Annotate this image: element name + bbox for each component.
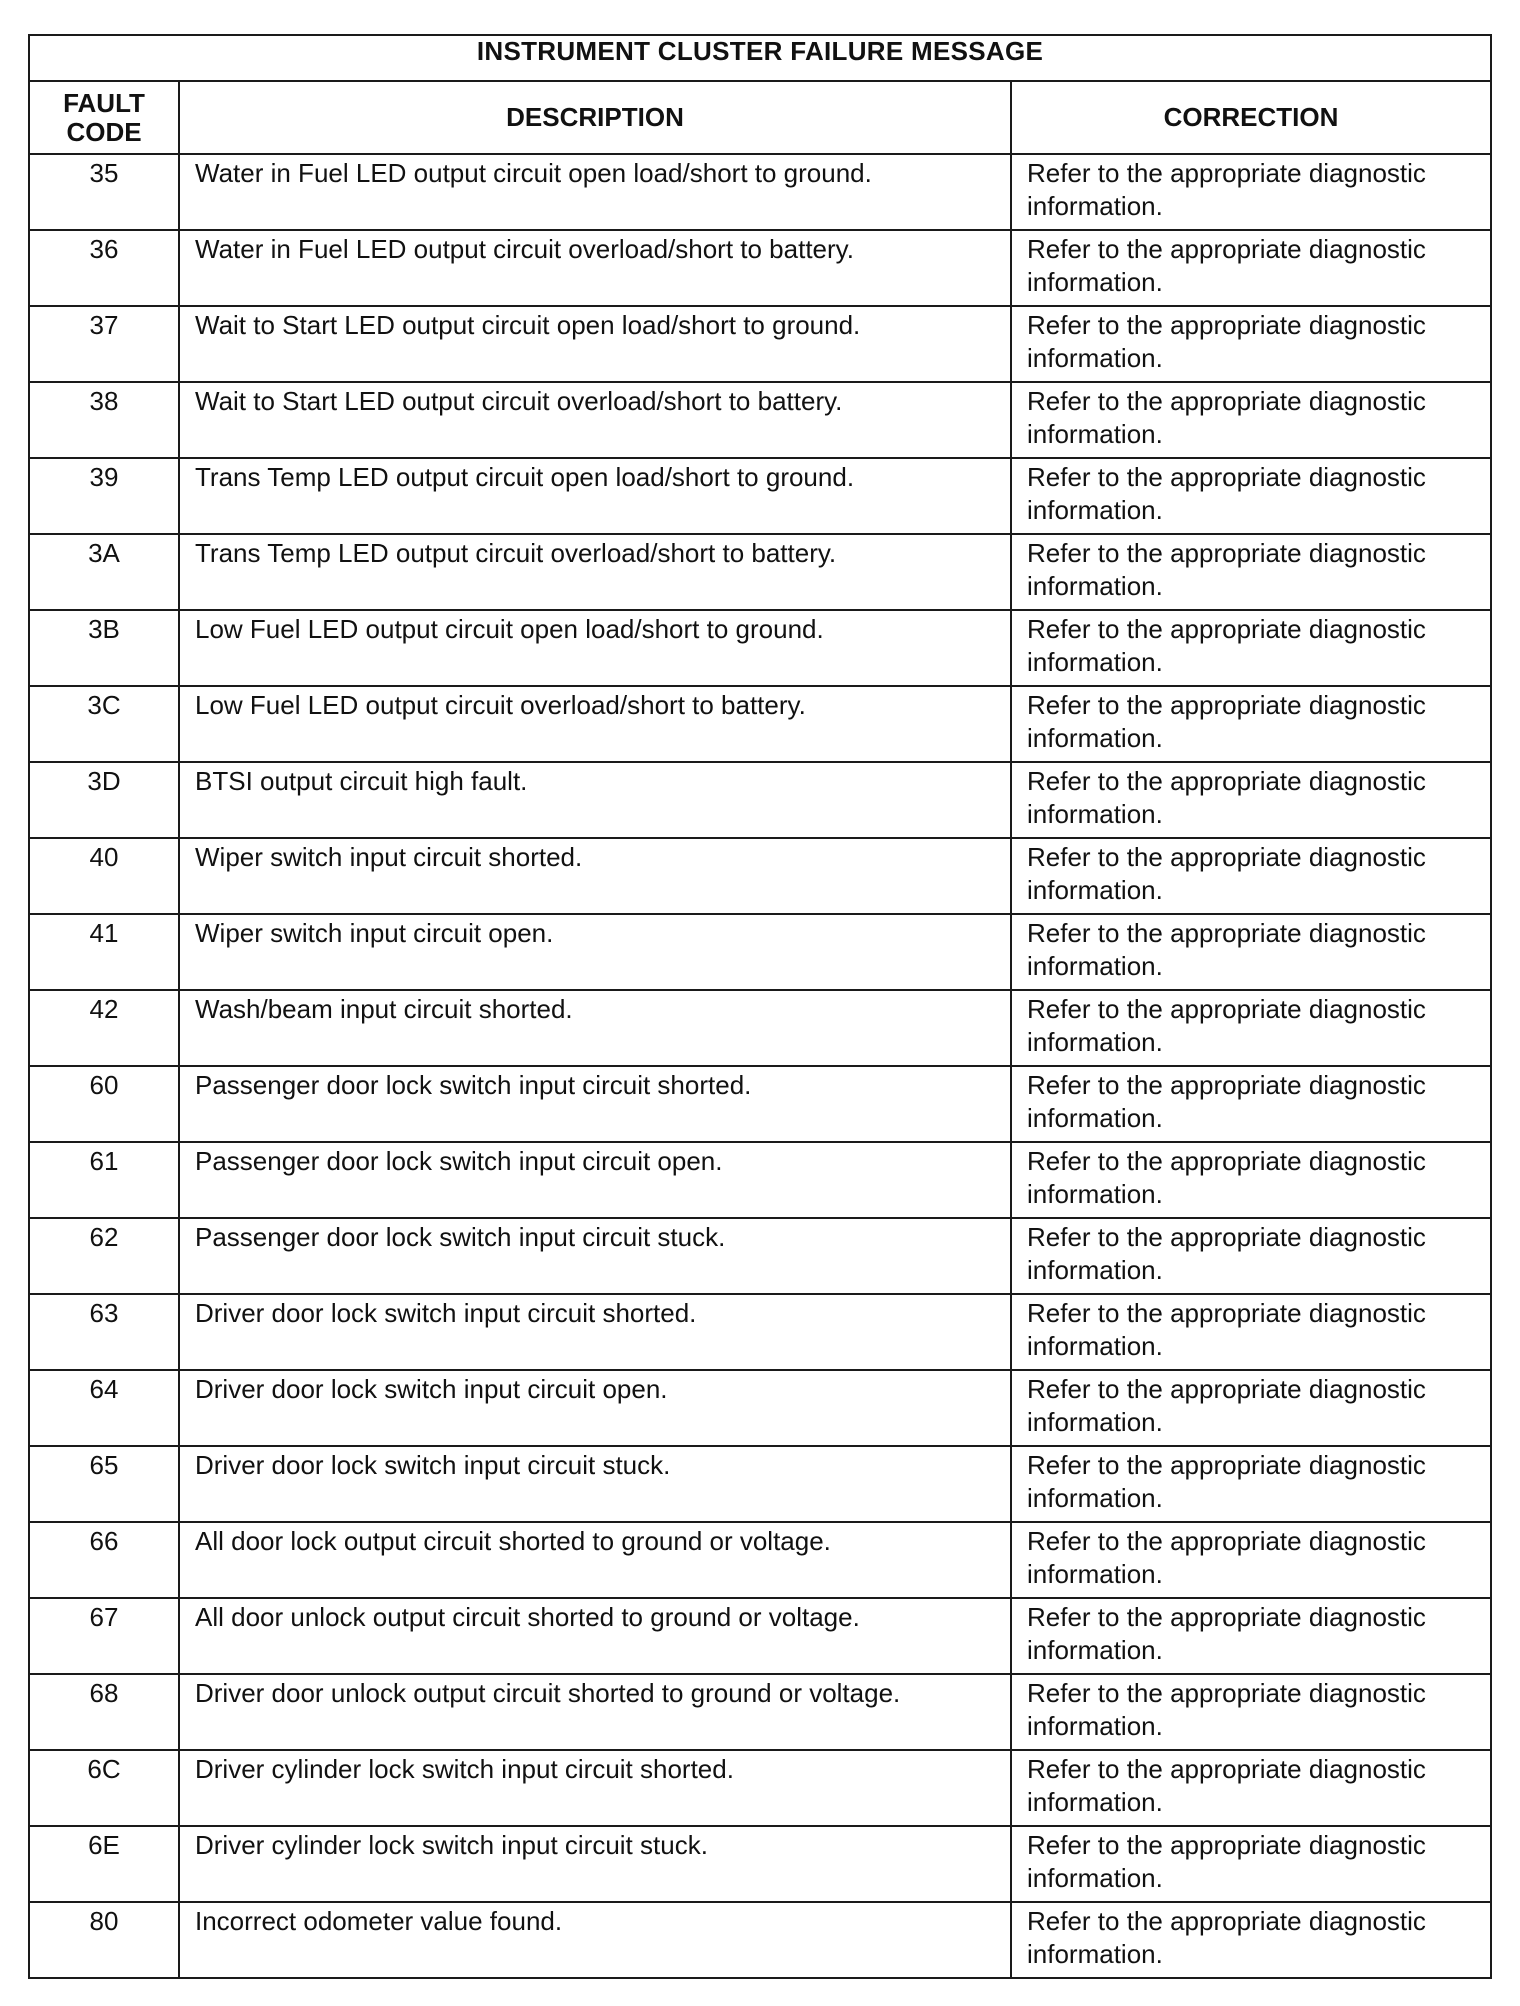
fault-code-cell: 38	[29, 382, 179, 458]
description-cell: Wait to Start LED output circuit open load/short to ground.	[179, 306, 1011, 382]
correction-line-1: Refer to the appropriate diagnostic	[1027, 614, 1426, 644]
correction-line-2: information.	[1027, 799, 1163, 829]
description-cell: Driver cylinder lock switch input circuit shorted.	[179, 1750, 1011, 1826]
description-cell: All door unlock output circuit shorted to ground or voltage.	[179, 1598, 1011, 1674]
correction-line-1: Refer to the appropriate diagnostic	[1027, 1678, 1426, 1708]
table-body	[29, 154, 1491, 1978]
description-cell: Driver door unlock output circuit shorted to ground or voltage.	[179, 1674, 1011, 1750]
fault-code-cell: 80	[29, 1902, 179, 1978]
correction-line-1: Refer to the appropriate diagnostic	[1027, 994, 1426, 1024]
table-row	[29, 154, 1491, 230]
header-fault-code-line1: FAULT	[63, 87, 145, 118]
table-row	[29, 1294, 1491, 1370]
correction-line-2: information.	[1027, 419, 1163, 449]
correction-line-1: Refer to the appropriate diagnostic	[1027, 1298, 1426, 1328]
description-cell: Wiper switch input circuit open.	[179, 914, 1011, 990]
table-row	[29, 1218, 1491, 1294]
correction-cell	[1011, 306, 1491, 382]
table-row	[29, 1522, 1491, 1598]
correction-line-2: information.	[1027, 1331, 1163, 1361]
description-cell: Driver cylinder lock switch input circuit stuck.	[179, 1826, 1011, 1902]
correction-line-1: Refer to the appropriate diagnostic	[1027, 918, 1426, 948]
table-row	[29, 230, 1491, 306]
fault-code-cell: 66	[29, 1522, 179, 1598]
correction-line-2: information.	[1027, 1407, 1163, 1437]
correction-line-2: information.	[1027, 1863, 1163, 1893]
correction-line-1: Refer to the appropriate diagnostic	[1027, 310, 1426, 340]
correction-cell	[1011, 914, 1491, 990]
correction-line-1: Refer to the appropriate diagnostic	[1027, 1526, 1426, 1556]
correction-cell	[1011, 154, 1491, 230]
correction-line-2: information.	[1027, 1103, 1163, 1133]
description-cell: Water in Fuel LED output circuit open load/short to ground.	[179, 154, 1011, 230]
description-cell: Wiper switch input circuit shorted.	[179, 838, 1011, 914]
correction-cell	[1011, 990, 1491, 1066]
fault-code-cell: 39	[29, 458, 179, 534]
fault-code-cell: 67	[29, 1598, 179, 1674]
correction-line-2: information.	[1027, 1939, 1163, 1969]
table-row	[29, 1826, 1491, 1902]
correction-cell	[1011, 1522, 1491, 1598]
correction-cell	[1011, 1066, 1491, 1142]
correction-line-2: information.	[1027, 1635, 1163, 1665]
correction-line-1: Refer to the appropriate diagnostic	[1027, 158, 1426, 188]
fault-code-cell: 3A	[29, 534, 179, 610]
correction-line-2: information.	[1027, 1559, 1163, 1589]
description-cell: Passenger door lock switch input circuit stuck.	[179, 1218, 1011, 1294]
description-cell: Passenger door lock switch input circuit open.	[179, 1142, 1011, 1218]
table-row	[29, 1598, 1491, 1674]
table-row	[29, 1750, 1491, 1826]
table-row	[29, 838, 1491, 914]
correction-line-2: information.	[1027, 1483, 1163, 1513]
description-cell: Low Fuel LED output circuit overload/short to battery.	[179, 686, 1011, 762]
fault-code-cell: 64	[29, 1370, 179, 1446]
correction-line-1: Refer to the appropriate diagnostic	[1027, 1906, 1426, 1936]
correction-line-1: Refer to the appropriate diagnostic	[1027, 462, 1426, 492]
description-cell: Driver door lock switch input circuit stuck.	[179, 1446, 1011, 1522]
header-description: DESCRIPTION	[179, 81, 1011, 154]
fault-code-cell: 36	[29, 230, 179, 306]
description-cell: Passenger door lock switch input circuit shorted.	[179, 1066, 1011, 1142]
correction-cell	[1011, 762, 1491, 838]
description-cell: Wait to Start LED output circuit overload/short to battery.	[179, 382, 1011, 458]
correction-cell	[1011, 534, 1491, 610]
fault-code-cell: 41	[29, 914, 179, 990]
correction-line-2: information.	[1027, 1027, 1163, 1057]
description-cell: Wash/beam input circuit shorted.	[179, 990, 1011, 1066]
correction-cell	[1011, 1370, 1491, 1446]
correction-line-1: Refer to the appropriate diagnostic	[1027, 1146, 1426, 1176]
correction-cell	[1011, 1902, 1491, 1978]
correction-line-1: Refer to the appropriate diagnostic	[1027, 1830, 1426, 1860]
correction-cell	[1011, 1826, 1491, 1902]
correction-cell	[1011, 1142, 1491, 1218]
fault-code-cell: 3C	[29, 686, 179, 762]
correction-line-1: Refer to the appropriate diagnostic	[1027, 1070, 1426, 1100]
table-row	[29, 1370, 1491, 1446]
correction-line-1: Refer to the appropriate diagnostic	[1027, 1754, 1426, 1784]
description-cell: Low Fuel LED output circuit open load/short to ground.	[179, 610, 1011, 686]
table-row	[29, 1674, 1491, 1750]
correction-line-1: Refer to the appropriate diagnostic	[1027, 1602, 1426, 1632]
correction-cell	[1011, 1750, 1491, 1826]
correction-line-2: information.	[1027, 1179, 1163, 1209]
description-cell: Incorrect odometer value found.	[179, 1902, 1011, 1978]
correction-line-1: Refer to the appropriate diagnostic	[1027, 386, 1426, 416]
fault-code-cell: 42	[29, 990, 179, 1066]
table-row	[29, 914, 1491, 990]
correction-line-2: information.	[1027, 191, 1163, 221]
correction-line-2: information.	[1027, 495, 1163, 525]
fault-code-cell: 60	[29, 1066, 179, 1142]
table-row	[29, 1142, 1491, 1218]
correction-line-2: information.	[1027, 267, 1163, 297]
header-fault-code	[29, 81, 179, 154]
description-cell: Trans Temp LED output circuit open load/short to ground.	[179, 458, 1011, 534]
fault-code-cell: 68	[29, 1674, 179, 1750]
fault-code-table	[28, 34, 1492, 1979]
correction-line-1: Refer to the appropriate diagnostic	[1027, 766, 1426, 796]
correction-line-1: Refer to the appropriate diagnostic	[1027, 690, 1426, 720]
fault-code-cell: 37	[29, 306, 179, 382]
table-row	[29, 990, 1491, 1066]
correction-line-1: Refer to the appropriate diagnostic	[1027, 1222, 1426, 1252]
correction-line-2: information.	[1027, 1787, 1163, 1817]
description-cell: Water in Fuel LED output circuit overload/short to battery.	[179, 230, 1011, 306]
correction-line-1: Refer to the appropriate diagnostic	[1027, 1374, 1426, 1404]
correction-cell	[1011, 1674, 1491, 1750]
header-correction: CORRECTION	[1011, 81, 1491, 154]
correction-cell	[1011, 838, 1491, 914]
description-cell: Trans Temp LED output circuit overload/short to battery.	[179, 534, 1011, 610]
correction-line-2: information.	[1027, 343, 1163, 373]
fault-code-cell: 40	[29, 838, 179, 914]
description-cell: BTSI output circuit high fault.	[179, 762, 1011, 838]
correction-cell	[1011, 458, 1491, 534]
correction-cell	[1011, 1446, 1491, 1522]
table-title: INSTRUMENT CLUSTER FAILURE MESSAGE	[29, 35, 1491, 81]
correction-line-2: information.	[1027, 951, 1163, 981]
header-fault-code-line2: CODE	[66, 116, 142, 147]
table-row	[29, 1446, 1491, 1522]
correction-cell	[1011, 382, 1491, 458]
table-row	[29, 762, 1491, 838]
correction-cell	[1011, 686, 1491, 762]
table-row	[29, 1066, 1491, 1142]
correction-line-2: information.	[1027, 1255, 1163, 1285]
fault-code-cell: 3D	[29, 762, 179, 838]
description-cell: All door lock output circuit shorted to ground or voltage.	[179, 1522, 1011, 1598]
description-cell: Driver door lock switch input circuit shorted.	[179, 1294, 1011, 1370]
correction-cell	[1011, 1598, 1491, 1674]
fault-code-cell: 3B	[29, 610, 179, 686]
correction-line-1: Refer to the appropriate diagnostic	[1027, 1450, 1426, 1480]
correction-line-2: information.	[1027, 571, 1163, 601]
fault-code-cell: 35	[29, 154, 179, 230]
fault-code-cell: 62	[29, 1218, 179, 1294]
table-header-row	[29, 81, 1491, 154]
correction-line-1: Refer to the appropriate diagnostic	[1027, 842, 1426, 872]
fault-code-cell: 6E	[29, 1826, 179, 1902]
correction-line-1: Refer to the appropriate diagnostic	[1027, 538, 1426, 568]
table-row	[29, 686, 1491, 762]
table-row	[29, 306, 1491, 382]
fault-code-cell: 6C	[29, 1750, 179, 1826]
correction-line-2: information.	[1027, 1711, 1163, 1741]
correction-cell	[1011, 610, 1491, 686]
table-row	[29, 1902, 1491, 1978]
correction-line-1: Refer to the appropriate diagnostic	[1027, 234, 1426, 264]
correction-line-2: information.	[1027, 875, 1163, 905]
table-row	[29, 610, 1491, 686]
correction-line-2: information.	[1027, 647, 1163, 677]
correction-cell	[1011, 230, 1491, 306]
correction-line-2: information.	[1027, 723, 1163, 753]
fault-code-cell: 65	[29, 1446, 179, 1522]
table-title-row	[29, 35, 1491, 81]
fault-code-cell: 63	[29, 1294, 179, 1370]
description-cell: Driver door lock switch input circuit open.	[179, 1370, 1011, 1446]
fault-code-cell: 61	[29, 1142, 179, 1218]
table-row	[29, 534, 1491, 610]
correction-cell	[1011, 1294, 1491, 1370]
correction-cell	[1011, 1218, 1491, 1294]
table-row	[29, 458, 1491, 534]
table-row	[29, 382, 1491, 458]
